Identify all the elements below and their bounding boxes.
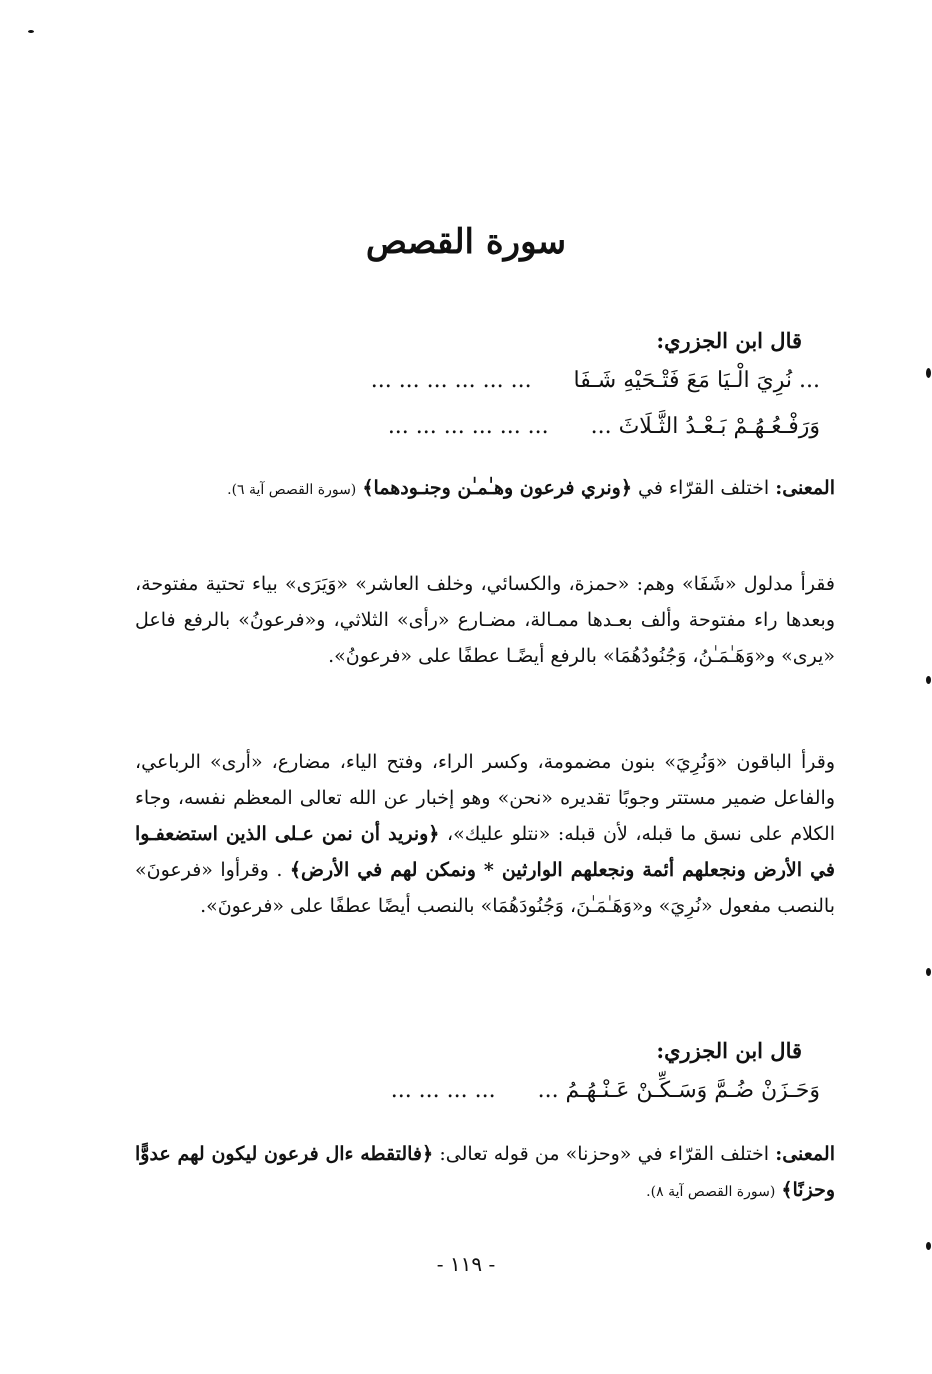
verse-line-2 [150,414,820,439]
meaning-text: اختلف القرّاء في [638,477,770,499]
page-title: سورة القصص [365,222,567,262]
body-paragraph-1: فقرأ مدلول «شَفَا» وهم: «حمزة، والكسائي، وخلف العاشر» «وَيَرَى» بياء تحتية مفتوحة، وبعدها راء مفتوحة وألف بعـدها ممـالة، مضـارع «رأى» الثلاثي، و«فرعونُ» بالرفع فاعل «يرى» و«وَهَـٰمَـٰنُ، وَجُنُودُهُمَا» بالرفع أيضًـا عطفًا على «فرعونُ». [135,573,835,667]
meaning-text: اختلف القرّاء في «وحزنا» من قوله تعالى: [439,1143,769,1165]
verse-line-3 [150,1078,820,1103]
verse-ellipsis: ... ... ... ... ... ... [370,368,532,393]
verse-text: وَحَـزَنْ ضُـمَّ وَسَـكِّـنْ عَـنْـهُـمُ ... [537,1078,820,1103]
verse-text: ... نُرِيَ الْـيَا مَعَ فَتْـحَيْهِ شَـفَا [573,368,820,393]
body-text: وقرأ الباقون «وَنُرِيَ» بنون مضمومة، وكسر الراء، وفتح الياء، مضارع، «أرى» الرباعي، والفاعل ضمير مستتر وجوبًا تقديره «نحن» وهو إخبار عن الله تعالى المعظم نفسه، وجاء الكلام على نسق ما قبله، لأن قبله: «نتلو عليك»، [135,751,835,845]
meaning-lead: المعنى: [775,1143,835,1165]
section2-label: قال ابن الجزري: [656,1038,802,1063]
quran-quote: ﴿ونريد أن نمن عـلى الذين استضعفـوا في الأرض ونجعلهم أئمة ونجعلهم الوارثين * ونمكن لهم في الأرض﴾ [135,823,836,881]
verse-text: وَرَفْـعُـهُـمْ بَـعْـدُ الثَّـلَاثَ ... [590,414,820,439]
quran-quote: ﴿ونري فرعون وهـٰمـٰن وجنـودهما﴾ [362,477,632,499]
scan-speck [28,30,34,33]
scan-speck [926,368,931,378]
scan-speck [926,1242,931,1250]
surah-reference: (سورة القصص آية ٦). [227,482,357,498]
page-number: - ١١٩ - [436,1252,496,1276]
scan-speck [926,968,931,976]
meaning-paragraph-1 [135,470,835,508]
scan-speck [926,676,931,684]
verse-ellipsis: ... ... ... ... ... ... [387,414,549,439]
surah-reference: (سورة القصص آية ٨). [646,1184,776,1200]
body-paragraph-2 [135,744,835,924]
verse-ellipsis: ... ... ... ... [390,1078,496,1103]
quran-quote: ﴿فالتقطه ءال فرعون ليكون لهم عدوًّا وحزنًا﴾ [135,1143,835,1201]
verse-line-1 [150,368,820,393]
section1-label: قال ابن الجزري: [656,328,802,353]
meaning-lead: المعنى: [775,477,835,499]
meaning-paragraph-2 [135,1136,835,1210]
body-text: . وقرأوا «فرعونَ» بالنصب مفعول «نُرِيَ» و«وَهَـٰمَـٰنَ، وَجُنُودَهُمَا» بالنصب أيضًا عطفًا على «فرعونَ». [135,859,835,917]
